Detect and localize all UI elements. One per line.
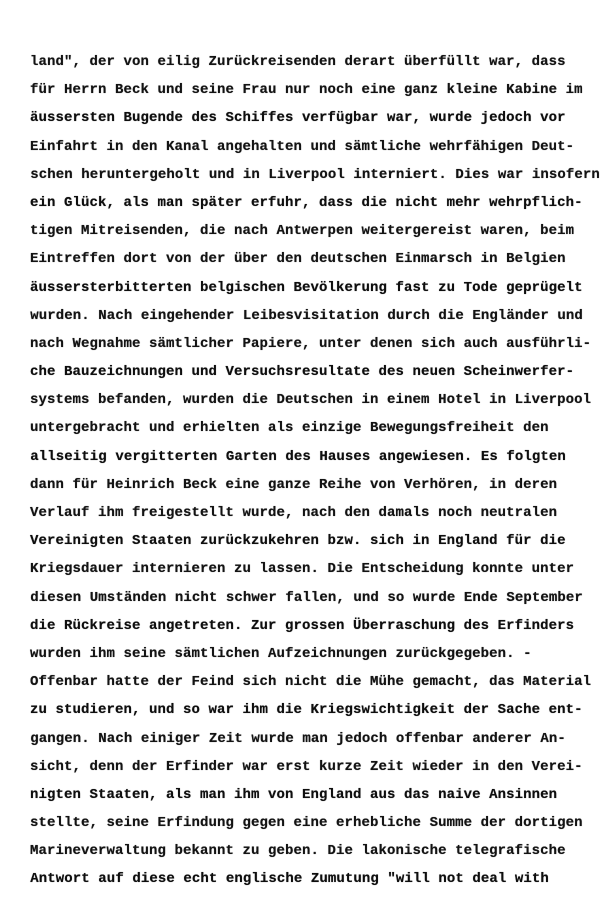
- text-line: Verlauf ihm freigestellt wurde, nach den damals noch neutralen: [30, 505, 558, 521]
- text-line: schen heruntergeholt und in Liverpool interniert. Dies war insofern: [30, 166, 600, 183]
- document-text: [30, 48, 600, 894]
- text-line: Vereinigten Staaten zurückzukehren bzw. sich in England für die: [30, 533, 566, 550]
- text-line: systems befanden, wurden die Deutschen in einem Hotel in Liverpool: [30, 392, 592, 409]
- text-line: Offenbar hatte der Feind sich nicht die Mühe gemacht, das Material: [30, 674, 592, 691]
- text-line: tigen Mitreisenden, die nach Antwerpen weitergereist waren, beim: [30, 223, 575, 240]
- text-line: Kriegsdauer internieren zu lassen. Die Entscheidung konnte unter: [30, 561, 575, 578]
- text-line: nach Wegnahme sämtlicher Papiere, unter denen sich auch ausführli-: [30, 335, 592, 352]
- text-line: Einfahrt in den Kanal angehalten und sämtliche wehrfähigen Deut-: [30, 138, 575, 155]
- text-line: allseitig vergitterten Garten des Hauses angewiesen. Es folgten: [30, 448, 566, 465]
- text-line: untergebracht und erhielten als einzige Bewegungsfreiheit den: [30, 420, 549, 437]
- text-line: wurden. Nach eingehender Leibesvisitation durch die Engländer und: [30, 307, 583, 324]
- text-line: äussersten Bugende des Schiffes verfügbar war, wurde jedoch vor: [30, 110, 566, 127]
- text-line: nigten Staaten, als man ihm von England aus das naive Ansinnen: [30, 786, 558, 803]
- text-line: zu studieren, und so war ihm die Kriegswichtigkeit der Sache ent-: [30, 702, 583, 719]
- text-line: Eintreffen dort von der über den deutschen Einmarsch in Belgien: [30, 251, 566, 268]
- text-line: gangen. Nach einiger Zeit wurde man jedoch offenbar anderer An-: [30, 730, 566, 747]
- text-line: äussersterbitterten belgischen Bevölkerung fast zu Tode geprügelt: [30, 279, 583, 296]
- text-line: che Bauzeichnungen und Versuchsresultate des neuen Scheinwerfer-: [30, 364, 575, 381]
- text-line: die Rückreise angetreten. Zur grossen Überraschung des Erfinders: [30, 617, 575, 634]
- text-line: wurden ihm seine sämtlichen Aufzeichnungen zurückgegeben. -: [30, 645, 532, 662]
- text-line: für Herrn Beck und seine Frau nur noch eine ganz kleine Kabine im: [30, 82, 583, 99]
- text-line: sicht, denn der Erfinder war erst kurze Zeit wieder in den Verei-: [30, 758, 583, 775]
- text-line: stellte, seine Erfindung gegen eine erhebliche Summe der dortigen: [30, 815, 583, 832]
- text-line: ein Glück, als man später erfuhr, dass die nicht mehr wehrpflich-: [30, 194, 583, 211]
- text-line: Antwort auf diese echt englische Zumutung "will not deal with: [30, 871, 549, 888]
- text-line: diesen Umständen nicht schwer fallen, und so wurde Ende September: [30, 589, 583, 606]
- text-line: dann für Heinrich Beck eine ganze Reihe von Verhören, in deren: [30, 476, 558, 493]
- text-line: land", der von eilig Zurückreisenden derart überfüllt war, dass: [30, 54, 566, 70]
- text-line: Marineverwaltung bekannt zu geben. Die lakonische telegrafische: [30, 843, 566, 860]
